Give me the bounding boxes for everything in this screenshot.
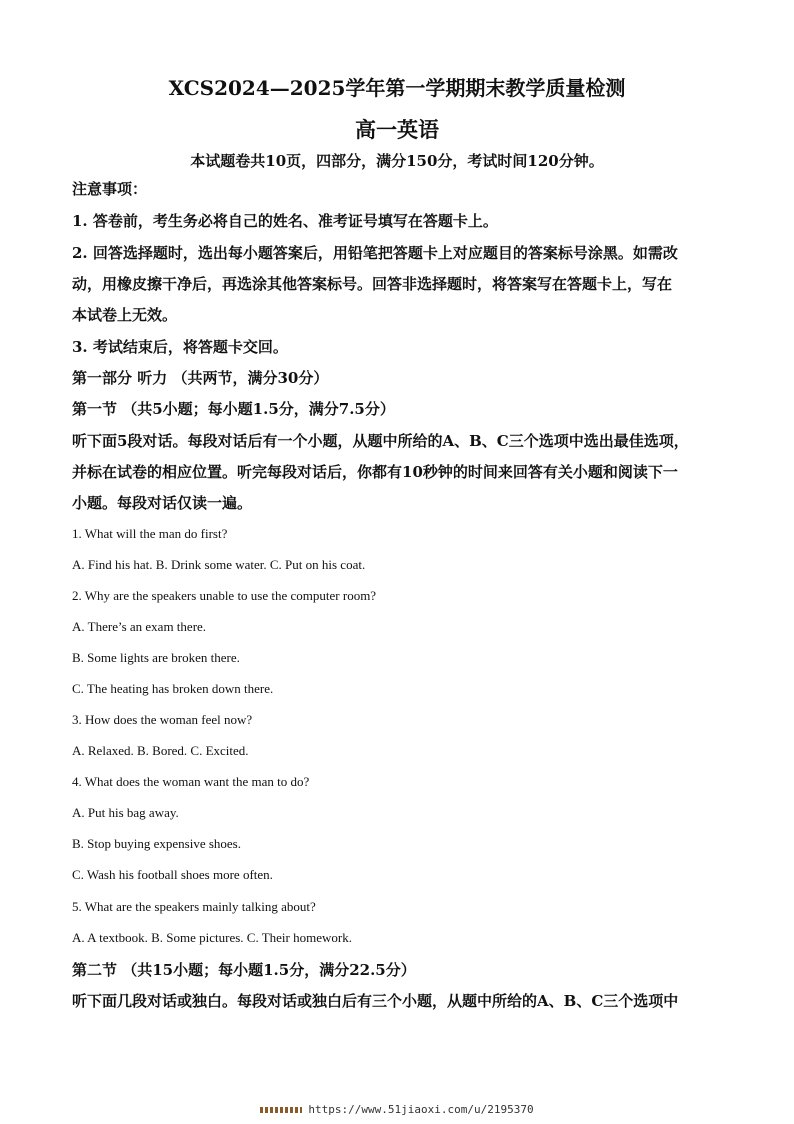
section1-instructions xyxy=(72,426,732,519)
question-4: 4. What does the woman want the man to do? xyxy=(72,774,310,789)
notice-item-1: 1. 答卷前，考生务必将自己的姓名、准考证号填写在答题卡上。 xyxy=(72,212,498,230)
question-2: 2. Why are the speakers unable to use the computer room? xyxy=(72,588,377,603)
question-3: 3. How does the woman feel now? xyxy=(72,712,253,727)
notice-item-2 xyxy=(72,238,732,331)
notice-item-2-line: 2. 回答选择题时，选出每小题答案后，用铅笔把答题卡上对应题目的答案标号涂黑。如需改 xyxy=(72,244,678,262)
question-4-option-a: A. Put his bag away. xyxy=(72,805,179,820)
instruction-line: 听下面5段对话。每段对话后有一个小题，从题中所给的A、B、C三个选项中选出最佳选项， xyxy=(72,432,689,450)
question-5-options: A. A textbook. B. Some pictures. C. Their homework. xyxy=(72,930,352,945)
subject-title: 高一英语 xyxy=(355,117,439,142)
section2-instructions: 听下面几段对话或独白。每段对话或独白后有三个小题，从题中所给的A、B、C三个选项中 xyxy=(72,992,679,1010)
question-3-options: A. Relaxed. B. Bored. C. Excited. xyxy=(72,743,249,758)
part1-heading: 第一部分 听力 （共两节，满分30分） xyxy=(72,369,329,387)
footer-watermark xyxy=(0,1103,794,1116)
instruction-line: 小题。每段对话仅读一遍。 xyxy=(72,494,253,512)
question-4-option-c: C. Wash his football shoes more often. xyxy=(72,867,273,882)
instruction-line: 并标在试卷的相应位置。听完每段对话后，你都有10秒钟的时间来回答有关小题和阅读下一 xyxy=(72,463,678,481)
question-2-option-a: A. There’s an exam there. xyxy=(72,619,207,634)
section1-heading: 第一节 （共5小题；每小题1.5分，满分7.5分） xyxy=(72,400,395,418)
question-4-option-b: B. Stop buying expensive shoes. xyxy=(72,836,241,851)
exam-title: XCS2024—2025学年第一学期期末教学质量检测 xyxy=(168,76,626,100)
notice-item-3: 3. 考试结束后，将答题卡交回。 xyxy=(72,338,288,356)
watermark-logo-icon xyxy=(260,1107,302,1113)
question-2-option-c: C. The heating has broken down there. xyxy=(72,681,274,696)
exam-info: 本试题卷共10页，四部分，满分150分，考试时间120分钟。 xyxy=(190,152,604,170)
question-1: 1. What will the man do first? xyxy=(72,526,228,541)
question-5: 5. What are the speakers mainly talking about? xyxy=(72,899,316,914)
notice-item-2-line: 动，用橡皮擦干净后，再选涂其他答案标号。回答非选择题时，将答案写在答题卡上，写在 xyxy=(72,275,673,293)
question-1-options: A. Find his hat. B. Drink some water. C. Put on his coat. xyxy=(72,557,366,572)
question-2-option-b: B. Some lights are broken there. xyxy=(72,650,240,665)
notice-heading: 注意事项： xyxy=(72,180,148,198)
footer-url[interactable]: https://www.51jiaoxi.com/u/2195370 xyxy=(308,1103,534,1116)
section2-heading: 第二节 （共15小题；每小题1.5分，满分22.5分） xyxy=(72,961,416,979)
notice-item-2-line: 本试卷上无效。 xyxy=(72,306,178,324)
